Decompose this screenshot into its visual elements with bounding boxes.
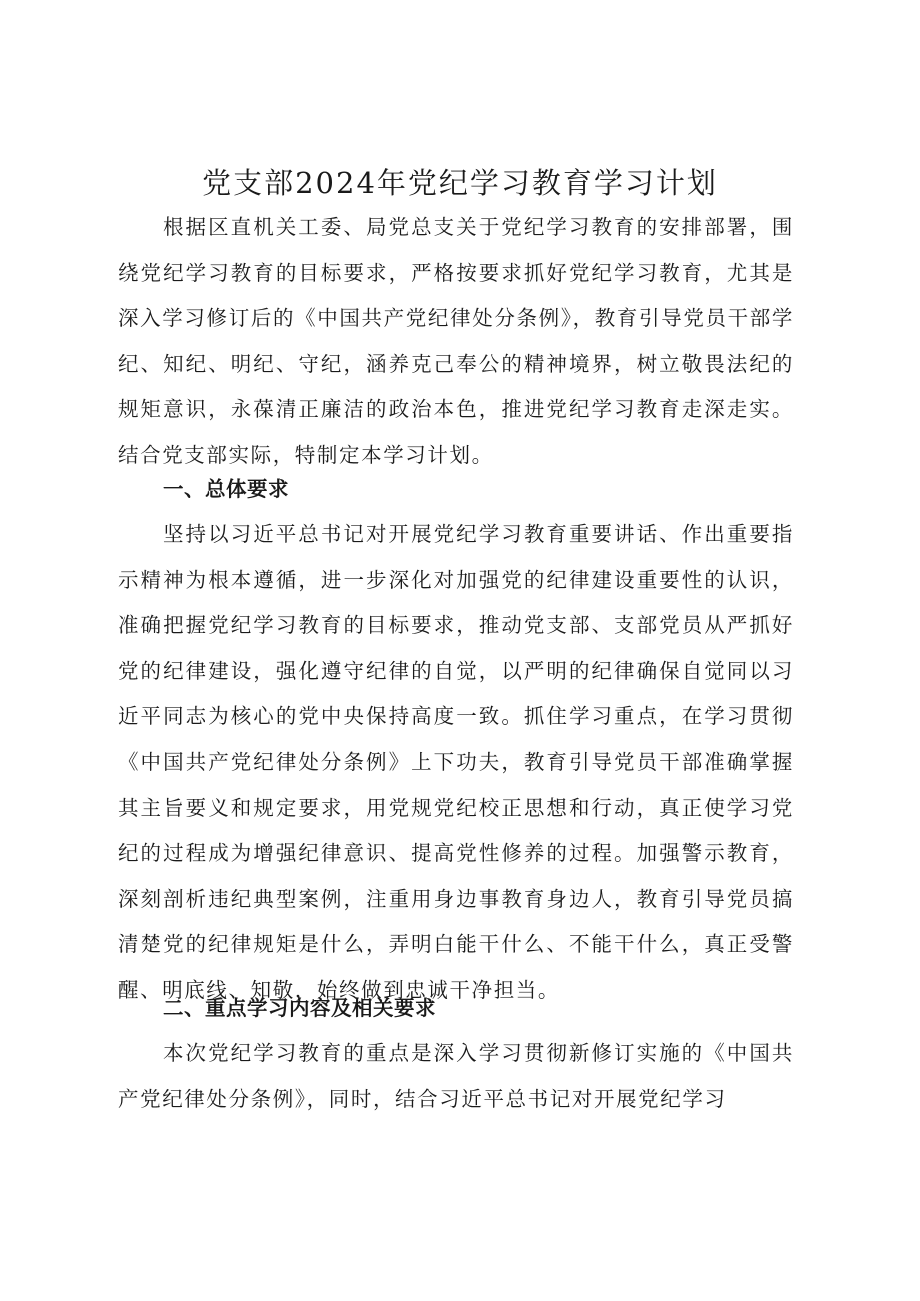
section-heading-overall-requirements: 一、总体要求 xyxy=(163,477,289,501)
overall-requirements-paragraph: 坚持以习近平总书记对开展党纪学习教育重要讲话、作出重要指示精神为根本遵循，进一步深化对加强党的纪律建设重要性的认识，准确把握党纪学习教育的目标要求，推动党支部、支部党员从严抓好党的纪律建设，强化遵守纪律的自觉，以严明的纪律确保自觉同以习近平同志为核心的党中央保持高度一致。抓住学习重点，在学习贯彻《中国共产党纪律处分条例》上下功夫，教育引导党员干部准确掌握其主旨要义和规定要求，用党规党纪校正思想和行动，真正使学习党纪的过程成为增强纪律意识、提高党性修养的过程。加强警示教育，深刻剖析违纪典型案例，注重用身边事教育身边人，教育引导党员搞清楚党的纪律规矩是什么，弄明白能干什么、不能干什么，真正受警醒、明底线、知敬，始终做到忠诚干净担当。 xyxy=(118,522,794,1002)
key-content-paragraph: 本次党纪学习教育的重点是深入学习贯彻新修订实施的《中国共产党纪律处分条例》，同时，结合习近平总书记对开展党纪学习 xyxy=(118,1041,794,1111)
section-heading-key-content: 二、重点学习内容及相关要求 xyxy=(163,996,436,1020)
intro-paragraph: 根据区直机关工委、局党总支关于党纪学习教育的安排部署，围绕党纪学习教育的目标要求，严格按要求抓好党纪学习教育，尤其是深入学习修订后的《中国共产党纪律处分条例》，教育引导党员干部学纪、知纪、明纪、守纪，涵养克己奉公的精神境界，树立敬畏法纪的规矩意识，永葆清正廉洁的政治本色，推进党纪学习教育走深走实。结合党支部实际，特制定本学习计划。 xyxy=(118,215,794,467)
document-title: 党支部2024年党纪学习教育学习计划 xyxy=(202,166,718,200)
